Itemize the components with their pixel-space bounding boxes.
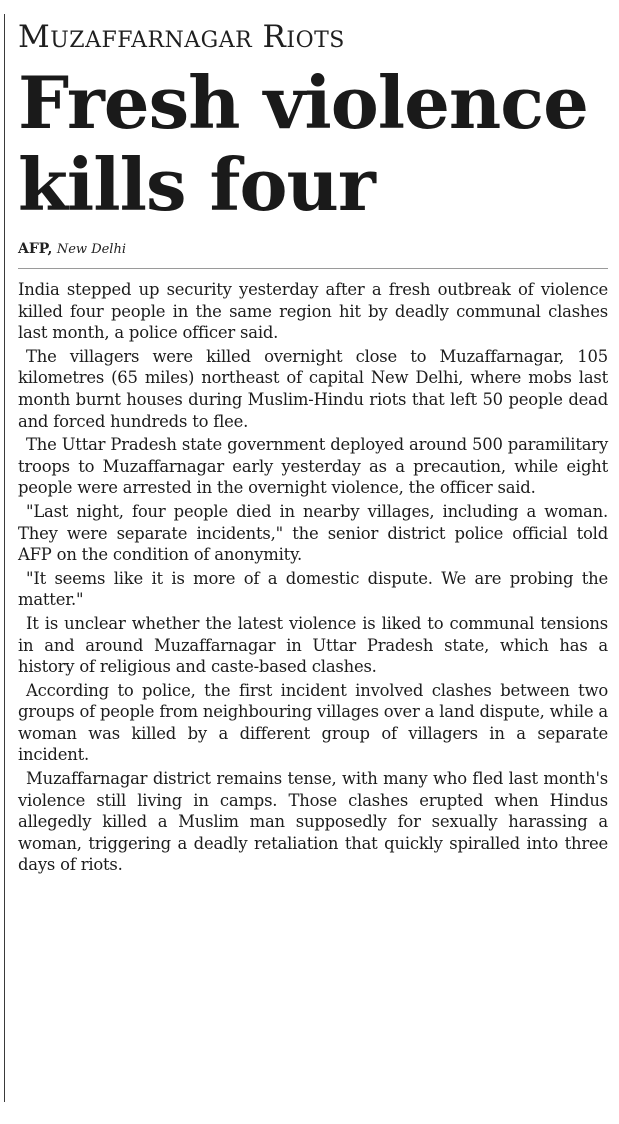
byline [18, 240, 608, 259]
section-kicker: Muzaffarnagar Riots [18, 19, 345, 55]
article-paragraph: "Last night, four people died in nearby villages, including a woman. They were separate incidents," the senior district police official told AFP on the condition of anonymity. [18, 501, 608, 565]
byline-dateline: New Delhi [56, 242, 126, 257]
article-paragraph: The Uttar Pradesh state government deployed around 500 paramilitary troops to Muzaffarnagar early yesterday as a precaution, while eight people were arrested in the overnight violence, the officer said. [18, 435, 608, 498]
article-paragraph: According to police, the first incident involved clashes between two groups of people from neighbouring villages over a land dispute, while a woman was killed by a different group of villagers in a separate incident. [18, 680, 608, 765]
article-paragraph: The villagers were killed overnight close to Muzaffarnagar, 105 kilometres (65 miles) northeast of capital New Delhi, where mobs last month burnt houses during Muslim-Hindu riots that left 50 people dead and forced hundreds to flee. [18, 346, 608, 431]
column-divider [4, 14, 5, 1102]
article-paragraph: India stepped up security yesterday after a fresh outbreak of violence killed four people in the same region hit by deadly communal clashes last month, a police officer said. [18, 280, 608, 343]
news-article [18, 0, 608, 878]
article-paragraph: It is unclear whether the latest violence is liked to communal tensions in and around Muzaffarnagar in Uttar Pradesh state, which has a history of religious and caste-based clashes. [18, 613, 608, 677]
headline: Fresh violence kills four [18, 60, 588, 227]
article-paragraph: "It seems like it is more of a domestic dispute. We are probing the matter." [18, 568, 608, 610]
byline-agency: AFP, [18, 241, 53, 257]
article-paragraph: Muzaffarnagar district remains tense, with many who fled last month's violence still living in camps. Those clashes erupted when Hindus allegedly killed a Muslim man supposedly for sexually harassing a woman, triggering a deadly retaliation that quickly spiralled into three days of riots. [18, 769, 608, 875]
byline-divider [18, 268, 608, 269]
article-body [18, 279, 608, 876]
